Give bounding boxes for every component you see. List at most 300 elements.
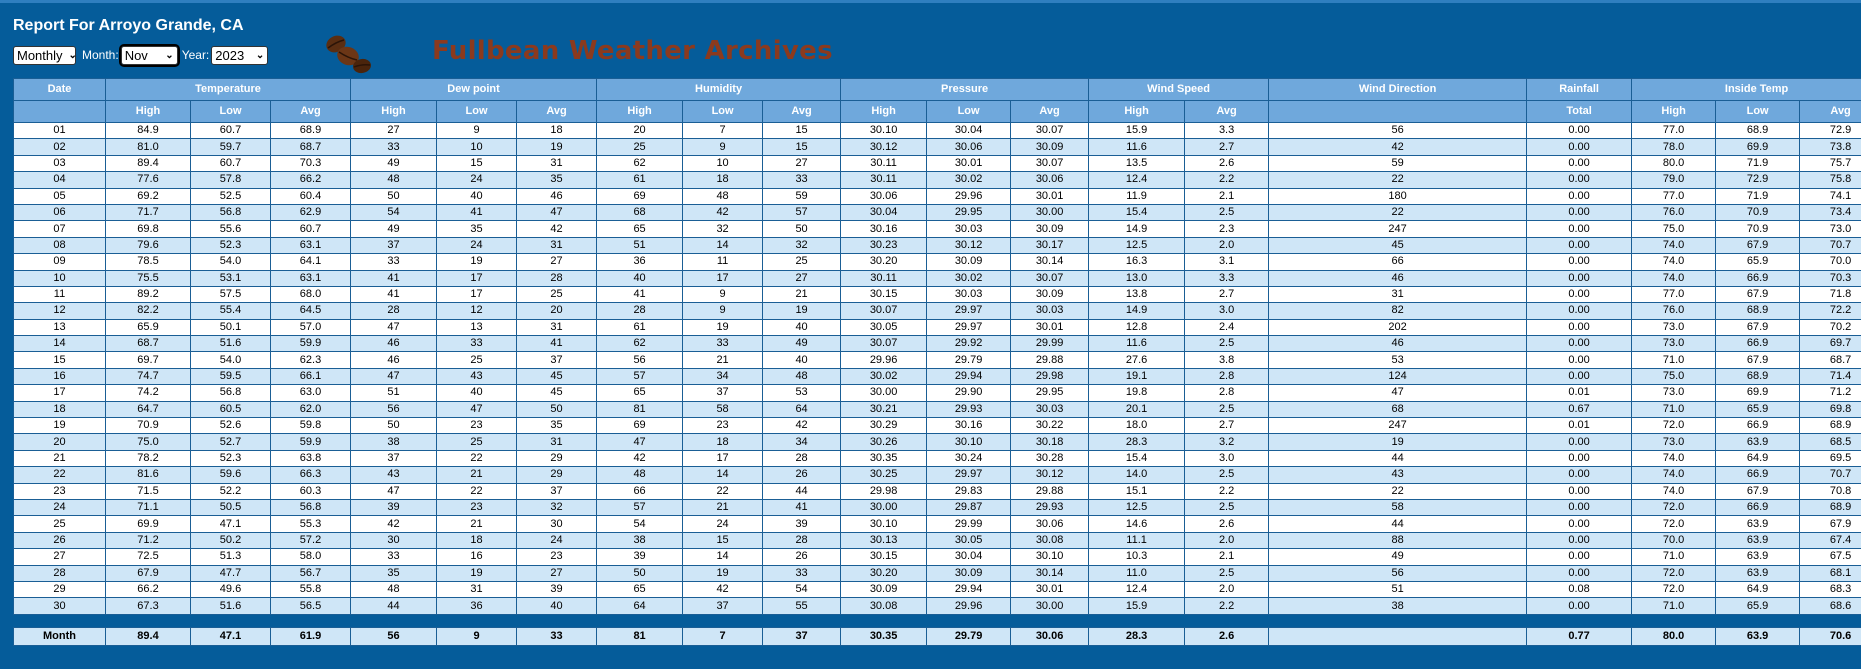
table-cell: 44 [1269, 516, 1527, 532]
table-cell: 25 [517, 286, 597, 302]
table-cell: 16.3 [1089, 254, 1185, 270]
table-cell: 64.1 [271, 254, 351, 270]
table-cell: 46 [1269, 270, 1527, 286]
table-cell: 67.9 [1800, 516, 1861, 532]
table-cell: 12 [14, 303, 106, 319]
table-cell: 57.0 [271, 319, 351, 335]
table-cell: 20 [517, 303, 597, 319]
group-header: Date [14, 79, 106, 101]
table-cell: 72.0 [1632, 499, 1716, 515]
table-cell: 71.0 [1632, 401, 1716, 417]
table-cell: 22 [437, 483, 517, 499]
column-header: Avg [271, 101, 351, 123]
table-cell: 76.0 [1632, 204, 1716, 220]
table-cell: 56 [597, 352, 683, 368]
table-cell: 27 [517, 565, 597, 581]
table-cell: 41 [763, 499, 841, 515]
table-cell: 30.03 [927, 221, 1011, 237]
table-cell: 38 [1269, 598, 1527, 614]
table-cell: 27 [763, 270, 841, 286]
table-cell: 71.2 [106, 532, 191, 548]
table-cell: 22 [1269, 204, 1527, 220]
table-cell: 77.0 [1632, 188, 1716, 204]
column-header: Avg [763, 101, 841, 123]
table-cell: 11.6 [1089, 336, 1185, 352]
table-cell: 30.35 [841, 450, 927, 466]
table-cell: 12.5 [1089, 237, 1185, 253]
table-cell: 41 [351, 270, 437, 286]
table-cell: 57 [763, 204, 841, 220]
table-cell: 77.0 [1632, 123, 1716, 139]
table-cell: 14.9 [1089, 303, 1185, 319]
table-cell: 51.6 [191, 336, 271, 352]
table-cell: 79.0 [1632, 172, 1716, 188]
table-cell: 30.07 [841, 336, 927, 352]
table-row [14, 188, 1861, 204]
table-row [14, 385, 1861, 401]
table-cell: 21 [14, 450, 106, 466]
table-cell: 30 [351, 532, 437, 548]
table-cell: 11 [683, 254, 763, 270]
table-cell: 69.7 [106, 352, 191, 368]
table-cell: 66.9 [1716, 270, 1800, 286]
table-cell: 74.0 [1632, 483, 1716, 499]
table-cell: 48 [597, 467, 683, 483]
group-header: Pressure [841, 79, 1089, 101]
column-header: Avg [517, 101, 597, 123]
table-cell: 66 [1269, 254, 1527, 270]
table-cell: 62.3 [271, 352, 351, 368]
table-cell: 55.4 [191, 303, 271, 319]
column-header: High [351, 101, 437, 123]
table-cell: 33 [437, 336, 517, 352]
table-cell: 20 [14, 434, 106, 450]
table-cell: 62.0 [271, 401, 351, 417]
table-cell: 57.5 [191, 286, 271, 302]
table-cell: 60.5 [191, 401, 271, 417]
table-cell: 30.21 [841, 401, 927, 417]
table-cell: 72.9 [1716, 172, 1800, 188]
table-cell: 65 [597, 385, 683, 401]
table-cell: 18 [683, 434, 763, 450]
table-cell: 59.8 [271, 418, 351, 434]
table-cell: 0.00 [1527, 565, 1632, 581]
table-cell: 247 [1269, 418, 1527, 434]
summary-cell: 30.35 [841, 627, 927, 645]
table-cell: 63.9 [1716, 516, 1800, 532]
table-cell: 71.5 [106, 483, 191, 499]
table-cell: 17 [683, 450, 763, 466]
table-cell: 30.08 [841, 598, 927, 614]
table-cell: 74.0 [1632, 450, 1716, 466]
table-cell: 78.5 [106, 254, 191, 270]
group-header: Wind Speed [1089, 79, 1269, 101]
table-cell: 68.6 [1800, 598, 1861, 614]
table-cell: 84.9 [106, 123, 191, 139]
table-cell: 66 [597, 483, 683, 499]
column-header: High [106, 101, 191, 123]
table-cell: 25 [763, 254, 841, 270]
table-cell: 30.24 [927, 450, 1011, 466]
table-cell: 29.96 [841, 352, 927, 368]
table-cell: 28 [763, 450, 841, 466]
table-cell: 3.3 [1185, 270, 1269, 286]
table-cell: 49 [763, 336, 841, 352]
table-cell: 69.9 [106, 516, 191, 532]
table-cell: 29.99 [927, 516, 1011, 532]
table-cell: 30.01 [927, 155, 1011, 171]
table-cell: 50 [351, 188, 437, 204]
column-header: Low [191, 101, 271, 123]
table-cell: 30.16 [927, 418, 1011, 434]
column-header: Avg [1011, 101, 1089, 123]
table-cell: 22 [1269, 483, 1527, 499]
table-cell: 2.1 [1185, 549, 1269, 565]
table-cell: 70.9 [1716, 204, 1800, 220]
table-cell: 0.01 [1527, 418, 1632, 434]
table-cell: 0.00 [1527, 303, 1632, 319]
table-cell: 39 [763, 516, 841, 532]
table-cell: 0.00 [1527, 532, 1632, 548]
table-cell: 30.10 [841, 123, 927, 139]
table-cell: 30.29 [841, 418, 927, 434]
table-cell: 30.09 [841, 581, 927, 597]
table-cell: 2.7 [1185, 139, 1269, 155]
table-cell: 18 [517, 123, 597, 139]
table-cell: 72.0 [1632, 418, 1716, 434]
table-cell: 42 [683, 204, 763, 220]
table-cell: 0.00 [1527, 172, 1632, 188]
table-cell: 69.7 [1800, 336, 1861, 352]
table-cell: 9 [683, 303, 763, 319]
table-cell: 80.0 [1632, 155, 1716, 171]
table-cell: 2.8 [1185, 385, 1269, 401]
table-cell: 68.9 [1716, 303, 1800, 319]
table-cell: 68.3 [1800, 581, 1861, 597]
table-cell: 56.5 [271, 598, 351, 614]
table-cell: 50.2 [191, 532, 271, 548]
table-cell: 59.9 [271, 434, 351, 450]
table-cell: 65.9 [1716, 598, 1800, 614]
group-header: Dew point [351, 79, 597, 101]
table-cell: 15 [437, 155, 517, 171]
table-cell: 54.0 [191, 254, 271, 270]
table-cell: 0.00 [1527, 434, 1632, 450]
table-cell: 63.9 [1716, 434, 1800, 450]
table-cell: 30.01 [1011, 319, 1089, 335]
table-row [14, 336, 1861, 352]
table-cell: 45 [517, 385, 597, 401]
table-cell: 08 [14, 237, 106, 253]
table-cell: 17 [14, 385, 106, 401]
table-cell: 75.5 [106, 270, 191, 286]
table-cell: 23 [14, 483, 106, 499]
month-select[interactable] [121, 46, 178, 65]
column-header: High [1632, 101, 1716, 123]
table-cell: 81.6 [106, 467, 191, 483]
table-cell: 2.5 [1185, 401, 1269, 417]
table-cell: 39 [351, 499, 437, 515]
month-label: Month: [82, 48, 119, 62]
chevron-down-icon: ⌄ [165, 49, 174, 61]
table-cell: 30.11 [841, 270, 927, 286]
table-cell: 37 [517, 352, 597, 368]
table-cell: 48 [351, 581, 437, 597]
table-cell: 30.13 [841, 532, 927, 548]
table-cell: 26 [14, 532, 106, 548]
table-cell: 24 [517, 532, 597, 548]
table-cell: 31 [517, 319, 597, 335]
table-cell: 18 [14, 401, 106, 417]
column-header: Low [683, 101, 763, 123]
table-cell: 0.08 [1527, 581, 1632, 597]
table-cell: 68.1 [1800, 565, 1861, 581]
table-cell: 9 [437, 123, 517, 139]
table-cell: 78.0 [1632, 139, 1716, 155]
table-cell: 79.6 [106, 237, 191, 253]
group-header: Humidity [597, 79, 841, 101]
table-cell: 21 [763, 286, 841, 302]
table-cell: 0.00 [1527, 188, 1632, 204]
table-cell: 67.9 [1716, 319, 1800, 335]
table-cell: 23 [517, 549, 597, 565]
table-cell: 61 [597, 319, 683, 335]
table-cell: 23 [437, 499, 517, 515]
table-cell: 24 [683, 516, 763, 532]
table-cell: 30.07 [1011, 123, 1089, 139]
table-cell: 30.01 [1011, 188, 1089, 204]
table-cell: 06 [14, 204, 106, 220]
table-cell: 67.9 [1716, 286, 1800, 302]
table-cell: 41 [437, 204, 517, 220]
table-cell: 73.4 [1800, 204, 1861, 220]
table-cell: 21 [683, 352, 763, 368]
table-cell: 81.0 [106, 139, 191, 155]
table-cell: 68.9 [1800, 499, 1861, 515]
table-cell: 62 [597, 155, 683, 171]
table-cell: 43 [1269, 467, 1527, 483]
table-cell: 24 [14, 499, 106, 515]
table-cell: 51 [351, 385, 437, 401]
table-cell: 67.9 [1716, 237, 1800, 253]
table-cell: 57 [597, 499, 683, 515]
summary-cell: 80.0 [1632, 627, 1716, 645]
table-row [14, 221, 1861, 237]
table-cell: 29.93 [1011, 499, 1089, 515]
table-cell: 30.06 [1011, 516, 1089, 532]
table-cell: 11.9 [1089, 188, 1185, 204]
table-cell: 59.6 [191, 467, 271, 483]
table-cell: 36 [437, 598, 517, 614]
table-cell: 20.1 [1089, 401, 1185, 417]
period-select[interactable] [13, 46, 76, 65]
table-cell: 27 [14, 549, 106, 565]
table-cell: 30.06 [1011, 172, 1089, 188]
table-cell: 2.2 [1185, 483, 1269, 499]
summary-cell: 9 [437, 627, 517, 645]
table-cell: 48 [683, 188, 763, 204]
table-cell: 0.01 [1527, 385, 1632, 401]
table-cell: 29.94 [927, 581, 1011, 597]
table-cell: 29.98 [1011, 368, 1089, 384]
table-cell: 43 [437, 368, 517, 384]
table-cell: 15 [683, 532, 763, 548]
table-cell: 30.01 [1011, 581, 1089, 597]
table-cell: 55.3 [271, 516, 351, 532]
table-cell: 51.6 [191, 598, 271, 614]
group-header: Temperature [106, 79, 351, 101]
table-cell: 29.99 [1011, 336, 1089, 352]
table-cell: 0.00 [1527, 499, 1632, 515]
table-cell: 19 [683, 319, 763, 335]
table-cell: 29.96 [927, 598, 1011, 614]
year-select[interactable] [211, 46, 268, 65]
table-cell: 63.9 [1716, 549, 1800, 565]
table-cell: 42 [597, 450, 683, 466]
table-cell: 21 [683, 499, 763, 515]
table-cell: 32 [763, 237, 841, 253]
table-cell: 74.1 [1800, 188, 1861, 204]
table-cell: 2.8 [1185, 368, 1269, 384]
table-cell: 60.3 [271, 483, 351, 499]
table-cell: 53.1 [191, 270, 271, 286]
table-cell: 70.8 [1800, 483, 1861, 499]
brand-title: Fullbean Weather Archives [432, 36, 833, 66]
table-cell: 44 [1269, 450, 1527, 466]
table-cell: 30.09 [927, 254, 1011, 270]
table-cell: 75.8 [1800, 172, 1861, 188]
table-cell: 42 [1269, 139, 1527, 155]
table-cell: 72.9 [1800, 123, 1861, 139]
table-cell: 38 [351, 434, 437, 450]
table-cell: 30.03 [927, 286, 1011, 302]
table-cell: 26 [763, 549, 841, 565]
chevron-down-icon: ⌄ [68, 49, 77, 61]
column-header: Avg [1185, 101, 1269, 123]
table-cell: 60.7 [191, 155, 271, 171]
page-title: Report For Arroyo Grande, CA [13, 17, 244, 34]
table-cell: 25 [437, 434, 517, 450]
table-cell: 71.2 [1800, 385, 1861, 401]
table-cell: 82 [1269, 303, 1527, 319]
table-cell: 42 [517, 221, 597, 237]
table-cell: 30.12 [927, 237, 1011, 253]
table-cell: 2.2 [1185, 172, 1269, 188]
table-cell: 33 [351, 254, 437, 270]
table-cell: 02 [14, 139, 106, 155]
table-cell: 75.7 [1800, 155, 1861, 171]
table-cell: 59.7 [191, 139, 271, 155]
table-cell: 13 [437, 319, 517, 335]
table-cell: 55 [763, 598, 841, 614]
table-cell: 0.00 [1527, 549, 1632, 565]
table-cell: 76.0 [1632, 303, 1716, 319]
table-cell: 33 [351, 549, 437, 565]
summary-cell: 0.77 [1527, 627, 1632, 645]
table-cell: 18 [437, 532, 517, 548]
table-cell: 30.15 [841, 286, 927, 302]
table-cell: 54.0 [191, 352, 271, 368]
table-cell: 52.5 [191, 188, 271, 204]
table-cell: 69.5 [1800, 450, 1861, 466]
table-cell: 18 [683, 172, 763, 188]
table-cell: 0.00 [1527, 254, 1632, 270]
table-cell: 64.9 [1716, 450, 1800, 466]
table-cell: 40 [763, 352, 841, 368]
table-cell: 19 [437, 565, 517, 581]
table-cell: 30.05 [841, 319, 927, 335]
summary-cell: 63.9 [1716, 627, 1800, 645]
table-cell: 0.00 [1527, 286, 1632, 302]
table-cell: 30.02 [927, 270, 1011, 286]
table-cell: 56 [351, 401, 437, 417]
year-select-value: 2023 [215, 47, 245, 63]
month-select-value: Nov [124, 47, 148, 63]
table-cell: 27 [517, 254, 597, 270]
weather-report-table [13, 78, 1861, 646]
table-cell: 0.00 [1527, 467, 1632, 483]
table-cell: 13 [14, 319, 106, 335]
table-cell: 71.0 [1632, 352, 1716, 368]
table-cell: 30.03 [1011, 303, 1089, 319]
table-cell: 35 [517, 418, 597, 434]
table-cell: 3.2 [1185, 434, 1269, 450]
column-header [14, 101, 106, 123]
table-cell: 12 [437, 303, 517, 319]
table-cell: 69.9 [1716, 139, 1800, 155]
table-cell: 58.0 [271, 549, 351, 565]
table-cell: 47 [351, 368, 437, 384]
table-cell: 68.7 [271, 139, 351, 155]
table-cell: 50 [351, 418, 437, 434]
table-cell: 29.96 [927, 188, 1011, 204]
table-cell: 18.0 [1089, 418, 1185, 434]
table-cell: 60.4 [271, 188, 351, 204]
table-cell: 70.7 [1800, 467, 1861, 483]
table-cell: 15.1 [1089, 483, 1185, 499]
table-cell: 69.8 [1800, 401, 1861, 417]
table-cell: 15 [14, 352, 106, 368]
table-cell: 82.2 [106, 303, 191, 319]
table-cell: 30.12 [1011, 467, 1089, 483]
table-cell: 39 [597, 549, 683, 565]
table-cell: 88 [1269, 532, 1527, 548]
table-cell: 3.0 [1185, 303, 1269, 319]
table-cell: 30.09 [1011, 139, 1089, 155]
chevron-down-icon: ⌄ [255, 49, 265, 61]
table-cell: 3.1 [1185, 254, 1269, 270]
table-cell: 63.8 [271, 450, 351, 466]
table-cell: 30.02 [927, 172, 1011, 188]
table-cell: 30.12 [841, 139, 927, 155]
table-cell: 72.0 [1632, 581, 1716, 597]
table-cell: 70.9 [106, 418, 191, 434]
summary-cell: 7 [683, 627, 763, 645]
table-cell: 15.9 [1089, 598, 1185, 614]
table-cell: 63.9 [1716, 565, 1800, 581]
table-cell: 2.5 [1185, 467, 1269, 483]
table-cell: 0.00 [1527, 352, 1632, 368]
table-cell: 68.9 [271, 123, 351, 139]
table-cell: 29.88 [1011, 483, 1089, 499]
table-cell: 30.22 [1011, 418, 1089, 434]
table-cell: 16 [437, 549, 517, 565]
table-cell: 19 [683, 565, 763, 581]
table-cell: 72.5 [106, 549, 191, 565]
table-cell: 30.07 [1011, 155, 1089, 171]
table-cell: 14.0 [1089, 467, 1185, 483]
table-cell: 56.7 [271, 565, 351, 581]
